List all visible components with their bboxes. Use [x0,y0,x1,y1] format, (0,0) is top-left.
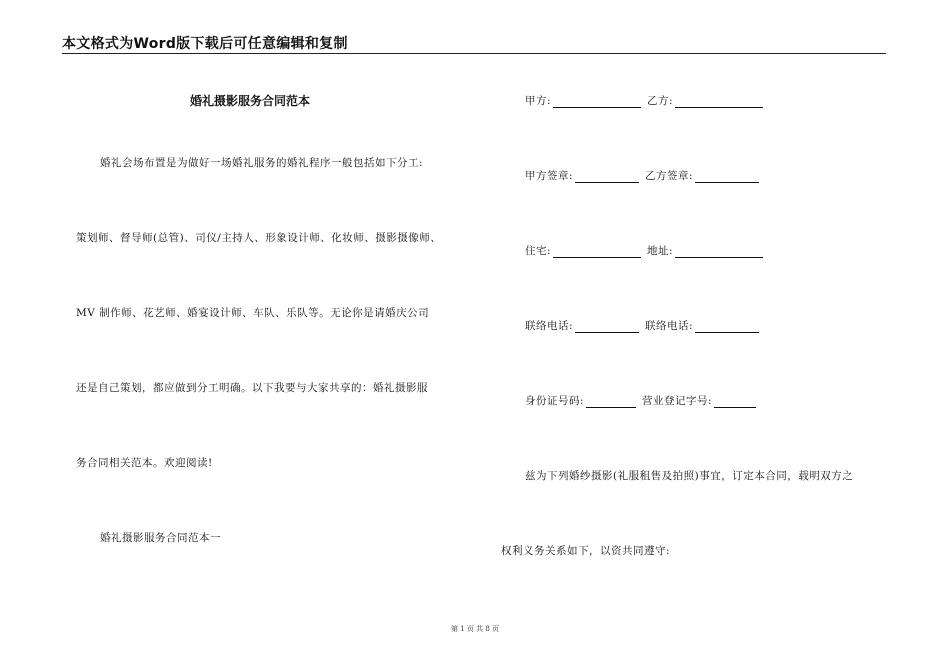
party-b-blank [675,96,763,108]
party-b-signature-blank [695,171,759,183]
party-a-signature-blank [575,171,639,183]
id-row [525,393,762,408]
party-a-signature-label: 甲方签章: [525,170,574,182]
party-b-phone-label: 联络电话: [645,320,694,332]
address-row [525,243,769,258]
id-number-label: 身份证号码: [525,395,585,407]
business-registration-label: 营业登记字号: [642,395,713,407]
party-a-label: 甲方: [525,95,552,107]
page-number: 第 1 页 共 8 页 [450,625,500,633]
party-b-signature-label: 乙方签章: [645,170,694,182]
address-label: 地址: [647,245,674,257]
party-a-phone-blank [575,321,639,333]
party-b-phone-blank [695,321,759,333]
business-registration-blank [714,396,756,408]
phone-row [525,318,765,333]
header-notice: 本文格式为Word版下载后可任意编辑和复制 [62,36,348,52]
address-blank [675,246,763,258]
id-number-blank [586,396,636,408]
left-paragraph-5: 务合同相关范本。欢迎阅读! [76,457,213,469]
signature-row [525,168,765,183]
residence-label: 住宅: [525,245,552,257]
residence-blank [553,246,641,258]
left-paragraph-2: 策划师、督导师(总管)、司仪/主持人、形象设计师、化妆师、摄影摄像师、 [76,232,442,244]
document-title: 婚礼摄影服务合同范本 [190,94,311,108]
party-b-label: 乙方: [647,95,674,107]
right-paragraph-1: 兹为下列婚纱摄影(礼服租售及拍照)事宜，订定本合同，载明双方之 [525,470,854,482]
party-row [525,93,769,108]
party-a-blank [553,96,641,108]
right-paragraph-2: 权利义务关系如下，以资共同遵守: [501,545,671,557]
left-paragraph-1: 婚礼会场布置是为做好一场婚礼服务的婚礼程序一般包括如下分工: [100,157,424,169]
left-paragraph-3: MV 制作师、花艺师、婚宴设计师、车队、乐队等。无论你是请婚庆公司 [76,307,430,319]
left-paragraph-4: 还是自己策划，都应做到分工明确。以下我要与大家共享的：婚礼摄影服 [76,382,428,394]
document-header [62,33,886,54]
section-heading: 婚礼摄影服务合同范本一 [100,532,221,544]
party-a-phone-label: 联络电话: [525,320,574,332]
